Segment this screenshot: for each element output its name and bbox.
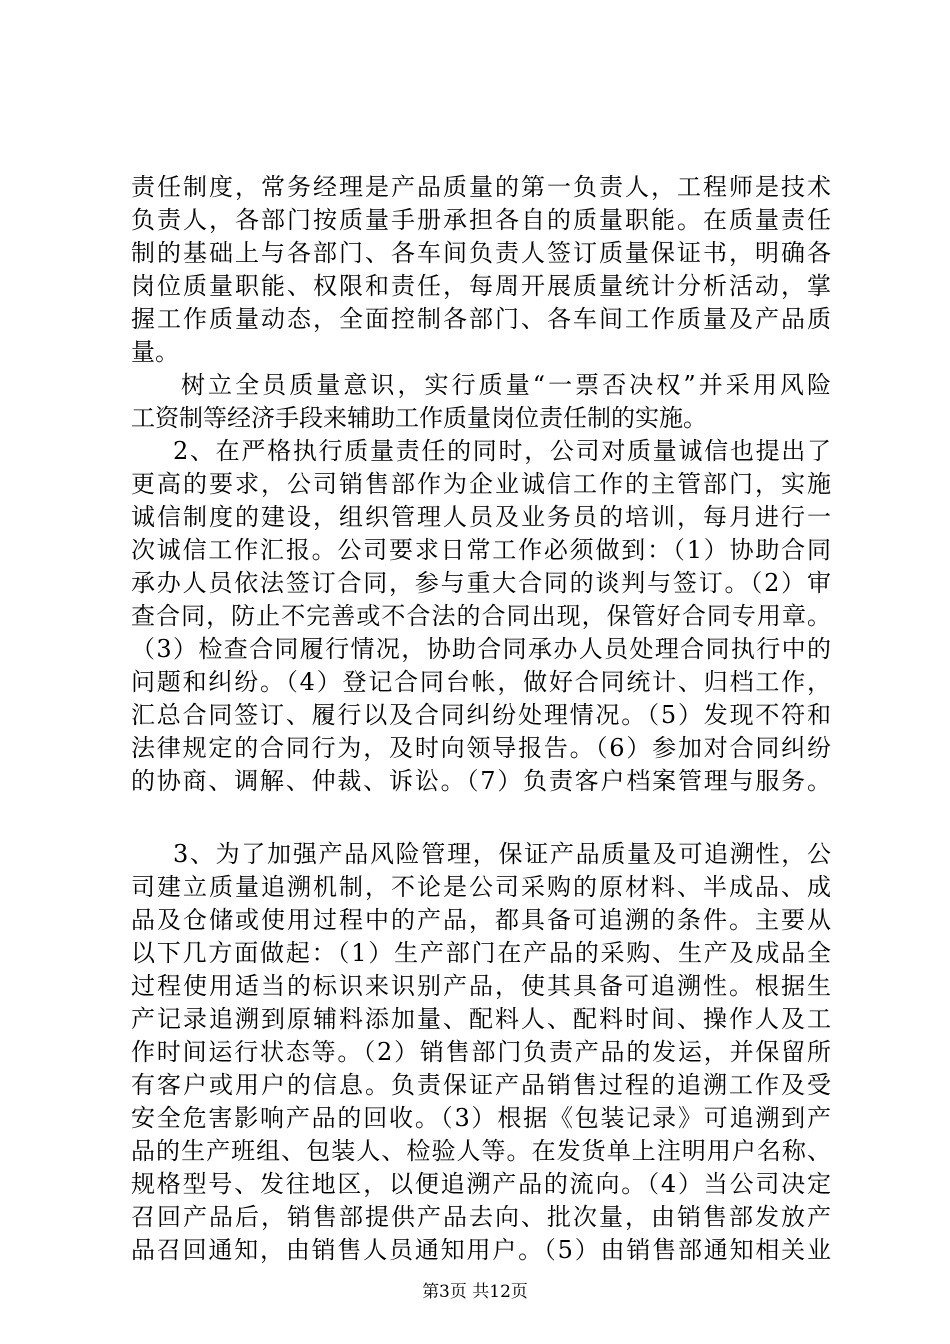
page-number: 第3页 共12页 xyxy=(422,1282,528,1302)
text-line: 制的基础上与各部门、各车间负责人签订质量保证书，明确各 xyxy=(131,239,831,267)
text-line: 的协商、调解、仲裁、诉讼。（7）负责客户档案管理与服务。 xyxy=(131,767,831,795)
text-line: 安全危害影响产品的回收。（3）根据《包装记录》可追溯到产 xyxy=(131,1104,831,1132)
paragraph xyxy=(131,369,831,435)
text-line: 品的生产班组、包装人、检验人等。在发货单上注明用户名称、 xyxy=(131,1137,831,1165)
text-line: 问题和纠纷。（4）登记合同台帐，做好合同统计、归档工作， xyxy=(131,668,831,696)
text-line: 品召回通知，由销售人员通知用户。（5）由销售部通知相关业 xyxy=(131,1236,831,1264)
paragraph xyxy=(131,435,831,798)
text-line: 召回产品后，销售部提供产品去向、批次量，由销售部发放产 xyxy=(131,1203,831,1231)
text-line: 3、为了加强产品风险管理，保证产品质量及可追溯性，公 xyxy=(173,840,831,868)
text-line: 次诚信工作汇报。公司要求日常工作必须做到：（1）协助合同 xyxy=(131,536,831,564)
text-line: 规格型号、发往地区，以便追溯产品的流向。（4）当公司决定 xyxy=(131,1170,831,1198)
text-line: 承办人员依法签订合同，参与重大合同的谈判与签订。（2）审 xyxy=(131,569,831,597)
text-line: 产记录追溯到原辅料添加量、配料人、配料时间、操作人及工 xyxy=(131,1005,831,1033)
text-line: 诚信制度的建设，组织管理人员及业务员的培训，每月进行一 xyxy=(131,503,831,531)
text-line: 品及仓储或使用过程中的产品，都具备可追溯的条件。主要从 xyxy=(131,906,831,934)
text-line: 负责人，各部门按质量手册承担各自的质量职能。在质量责任 xyxy=(131,206,831,234)
paragraph xyxy=(131,171,831,369)
text-line: 过程使用适当的标识来识别产品，使其具备可追溯性。根据生 xyxy=(131,972,831,1000)
text-line: 汇总合同签订、履行以及合同纠纷处理情况。（5）发现不符和 xyxy=(131,701,831,729)
text-line: 司建立质量追溯机制，不论是公司采购的原材料、半成品、成 xyxy=(131,873,831,901)
text-line: 树立全员质量意识，实行质量“一票否决权”并采用风险 xyxy=(181,371,831,399)
text-line: （3）检查合同履行情况，协助合同承办人员处理合同执行中的 xyxy=(131,635,831,663)
text-line: 责任制度，常务经理是产品质量的第一负责人，工程师是技术 xyxy=(131,173,831,201)
paragraph-gap xyxy=(131,798,831,838)
text-line: 岗位质量职能、权限和责任，每周开展质量统计分析活动，掌 xyxy=(131,272,831,300)
text-line: 有客户或用户的信息。负责保证产品销售过程的追溯工作及受 xyxy=(131,1071,831,1099)
text-line: 以下几方面做起：（1）生产部门在产品的采购、生产及成品全 xyxy=(131,939,831,967)
document-body xyxy=(131,171,831,1267)
text-line: 查合同，防止不完善或不合法的合同出现，保管好合同专用章。 xyxy=(131,602,831,630)
text-line: 作时间运行状态等。（2）销售部门负责产品的发运，并保留所 xyxy=(131,1038,831,1066)
text-line: 握工作质量动态，全面控制各部门、各车间工作质量及产品质 xyxy=(131,305,831,333)
paragraph xyxy=(131,838,831,1267)
text-line: 法律规定的合同行为，及时向领导报告。（6）参加对合同纠纷 xyxy=(131,734,831,762)
text-line: 工资制等经济手段来辅助工作质量岗位责任制的实施。 xyxy=(131,404,707,432)
text-line: 2、在严格执行质量责任的同时，公司对质量诚信也提出了 xyxy=(173,437,831,465)
text-line: 更高的要求，公司销售部作为企业诚信工作的主管部门，实施 xyxy=(131,470,831,498)
text-line: 量。 xyxy=(131,338,179,366)
